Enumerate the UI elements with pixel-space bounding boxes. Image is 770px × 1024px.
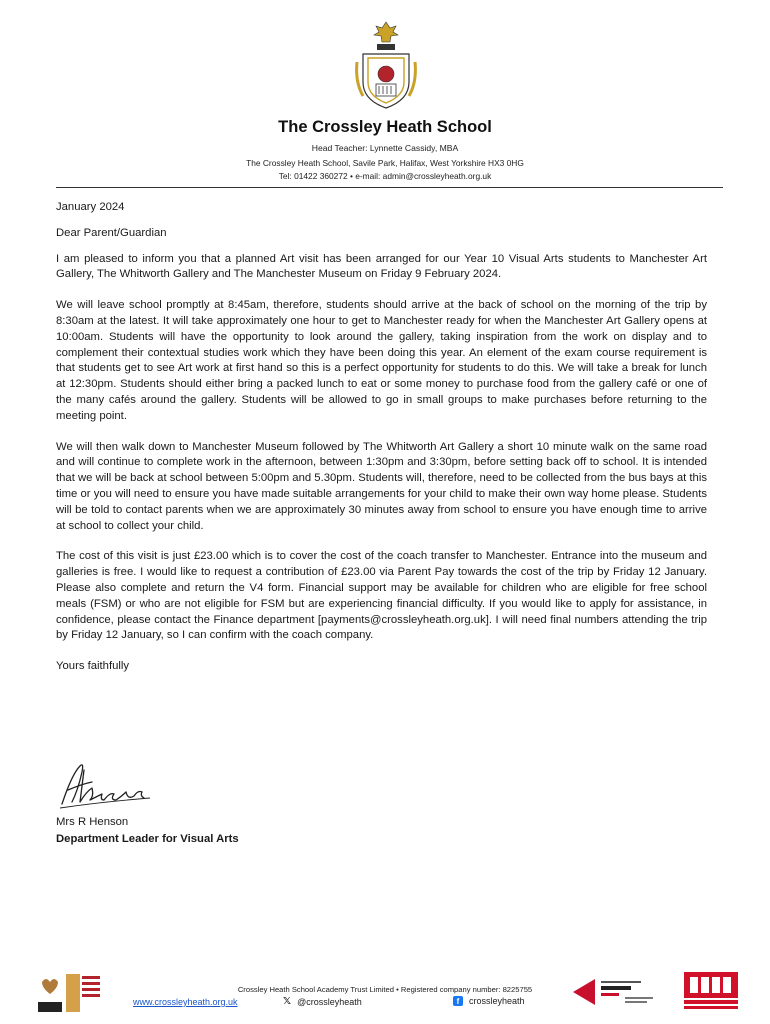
facebook-handle: crossleyheath [469, 996, 525, 1006]
letter-salutation: Dear Parent/Guardian [56, 226, 167, 239]
letter-date: January 2024 [56, 201, 125, 213]
letter-paragraph: I am pleased to inform you that a planned Art visit has been arranged for our Year 10 Visual Arts students to Manchester Art Gallery, The Whitworth Gallery and The Manchester Museum on Friday 9 February 2024. [56, 252, 707, 281]
letter-closing: Yours faithfully [56, 660, 130, 673]
lepp-logo [684, 972, 738, 1012]
facebook-link[interactable] [453, 996, 525, 1006]
school-address: The Crossley Heath School, Savile Park, Halifax, West Yorkshire HX3 0HG [246, 158, 524, 168]
handwritten-signature [58, 760, 158, 812]
letter-paragraph: We will then walk down to Manchester Museum followed by The Whitworth Art Gallery a short 10 minute walk on the same road and will continue to complete work in the afternoon, between 1:30pm and 3:30pm, before setting back off to school. It is intended that we will be back at school between 5:00pm and 5.30pm. Students will, therefore, need to be collected from the bus bays at this time or you will need to ensure you have made suitable arrangements for your child to make their own way home please. Students will be told to contact parents when we are approximately 30 minutes away from school to ensure you have enough time to arrive at school to collect your child. [56, 440, 707, 532]
twitter-link[interactable] [283, 996, 362, 1007]
letter-paragraph: We will leave school promptly at 8:45am, therefore, students should arrive at the back of school on the morning of the trip by 8:30am at the latest. It will take approximately one hour to get to Manchester ready for when the Manchester Art Gallery opens at 10:00am. Students will have the opportunity to look around the gallery, taking inspiration from the work on display and to complement their contextual studies work which they have been doing this year. An element of the exam course requirement is that students get to see Art work at first hand so this is a perfect opportunity for students to do this. We will take a break for lunch at 12:30pm. Students should either bring a packed lunch to eat or some money to purchase food from the gallery café or one of the many cafés around the gallery. Students will be allowed to go in small groups to make purchases before returning to the meeting point. [56, 299, 707, 422]
school-contact: Tel: 01422 360272 • e-mail: admin@crossleyheath.org.uk [278, 171, 492, 181]
head-teacher: Head Teacher: Lynnette Cassidy, MBA [311, 143, 459, 153]
signer-role: Department Leader for Visual Arts [56, 833, 239, 845]
facebook-icon: f [453, 996, 463, 1006]
wellbeing-logo [571, 975, 669, 1009]
signer-name: Mrs R Henson [56, 816, 129, 828]
footer-company-info: Crossley Heath School Academy Trust Limited • Registered company number: 8225755 [237, 985, 533, 994]
mental-health-award-logo [36, 972, 102, 1014]
website-link[interactable]: www.crossleyheath.org.uk [133, 997, 238, 1007]
x-twitter-icon: 𝕏 [283, 996, 292, 1007]
header-divider [56, 187, 723, 188]
twitter-handle: @crossleyheath [297, 996, 362, 1007]
letter-body [56, 200, 707, 675]
letter-paragraph: The cost of this visit is just £23.00 which is to cover the cost of the coach transfer to Manchester. Entrance into the museum and galleries is free. I would like to request a contribution of £23.00 via Parent Pay towards the cost of the trip by Friday 12 January. Please also complete and return the V4 form. Financial support may be available for children who are eligible for free school meals (FSM) or who are not eligible for FSM but are experiencing financial difficulty. If you would like to apply for assistance, in confidence, please contact the Finance department [payments@crossleyheath.org.uk]. I will need final numbers attending the trip by Friday 12 January, so I can confirm with the coach company. [56, 550, 707, 642]
school-crest-logo [355, 18, 417, 112]
school-name: The Crossley Heath School [278, 118, 492, 136]
